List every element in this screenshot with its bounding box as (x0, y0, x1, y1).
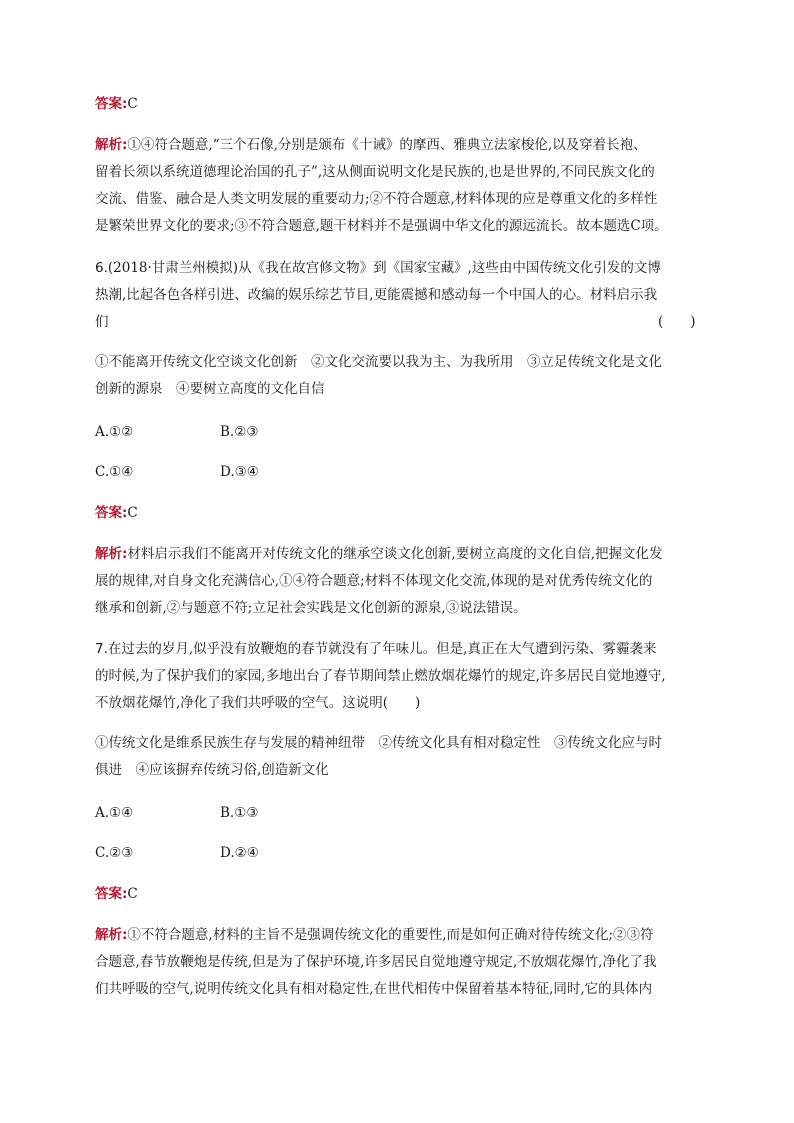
analysis-line (95, 925, 654, 945)
question-stem-text: 的时候,为了保护我们的家园,多地出台了春节期间禁止燃放烟花爆竹的规定,许多居民自觉地遵守, (95, 668, 666, 684)
option-c: C.①④ (95, 464, 134, 480)
answer-line (95, 503, 138, 523)
option-a: A.①④ (95, 805, 134, 821)
statement-text: 创新的源泉 ④要树立高度的文化自信 (95, 381, 325, 397)
analysis-text: ①④符合题意,“三个石像,分别是颁布《十诫》的摩西、雅典立法家梭伦,以及穿着长袍、 (127, 137, 647, 153)
analysis-label: 解析: (95, 137, 128, 153)
question-stem-text: (2018·甘肃兰州模拟)从《我在故宫修文物》到《国家宝藏》,这些由中国传统文化引发的文博 (107, 260, 661, 276)
analysis-line (95, 135, 647, 155)
analysis-label: 解析: (95, 546, 128, 562)
analysis-text: 合题意,春节放鞭炮是传统,但是为了保护环境,许多居民自觉地遵守规定,不放烟花爆竹,净化了我 (95, 954, 657, 970)
question-stem-text: 们 (95, 314, 109, 330)
analysis-label: 解析: (95, 927, 128, 943)
analysis-text: 留着长须以系统道德理论治国的孔子”,这从侧面说明文化是民族的,也是世界的,不同民族文化的 (95, 164, 655, 180)
analysis-text: ①不符合题意,材料的主旨不是强调传统文化的重要性,而是如何正确对待传统文化;②③符 (127, 927, 654, 943)
analysis-text: 继承和创新,②与题意不符;立足社会实践是文化创新的源泉,③说法错误。 (95, 600, 527, 616)
answer-label: 答案: (95, 505, 128, 521)
statement-text: ①传统文化是维系民族生存与发展的精神纽带 ②传统文化具有相对稳定性 ③传统文化应与时 (95, 735, 662, 751)
question-stem-text: 不放烟花爆竹,净化了我们共呼吸的空气。这说明( ) (95, 695, 421, 711)
question-7-stem (95, 639, 656, 659)
analysis-text: 展的规律,对自身文化充满信心,①④符合题意;材料不体现文化交流,体现的是对优秀传统文化的 (95, 573, 653, 589)
analysis-text: 是繁荣世界文化的要求;③不符合题意,题干材料并不是强调中华文化的源远流长。故本题选C项。 (95, 218, 668, 234)
option-c: C.②③ (95, 845, 134, 861)
statement-text: 俱进 ④应该摒弃传统习俗,创造新文化 (95, 762, 329, 778)
option-a: A.①② (95, 424, 134, 440)
answer-value: C (127, 96, 138, 112)
question-number: 7. (95, 641, 108, 657)
analysis-text: 们共呼吸的空气,说明传统文化具有相对稳定性,在世代相传中保留着基本特征,同时,它的具体内 (95, 981, 653, 997)
analysis-text: 材料启示我们不能离开对传统文化的继承空谈文化创新,要树立高度的文化自信,把握文化发 (127, 546, 663, 562)
answer-value: C (127, 505, 138, 521)
question-6-stem (95, 258, 661, 278)
answer-label: 答案: (95, 886, 128, 902)
answer-line (95, 884, 138, 904)
statement-text: ①不能离开传统文化空谈文化创新 ②文化交流要以我为主、为我所用 ③立足传统文化是文化 (95, 354, 662, 370)
question-number: 6. (95, 260, 108, 276)
analysis-text: 交流、借鉴、融合是人类文明发展的重要动力;②不符合题意,材料体现的应是尊重文化的多样性 (95, 191, 658, 207)
question-stem-text: 热潮,比起各色各样引进、改编的娱乐综艺节目,更能震撼和感动每一个中国人的心。材料启示我 (95, 287, 658, 303)
option-d: D.③④ (220, 464, 259, 480)
option-b: B.①③ (220, 805, 259, 821)
option-b: B.②③ (220, 424, 259, 440)
question-stem-text: 在过去的岁月,似乎没有放鞭炮的春节就没有了年味儿。但是,真正在大气遭到污染、雾霾袭来 (107, 641, 657, 657)
analysis-line (95, 544, 663, 564)
answer-line (95, 94, 138, 114)
answer-label: 答案: (95, 96, 128, 112)
answer-value: C (127, 886, 138, 902)
answer-blank: ( ) (658, 314, 696, 330)
option-d: D.②④ (220, 845, 259, 861)
